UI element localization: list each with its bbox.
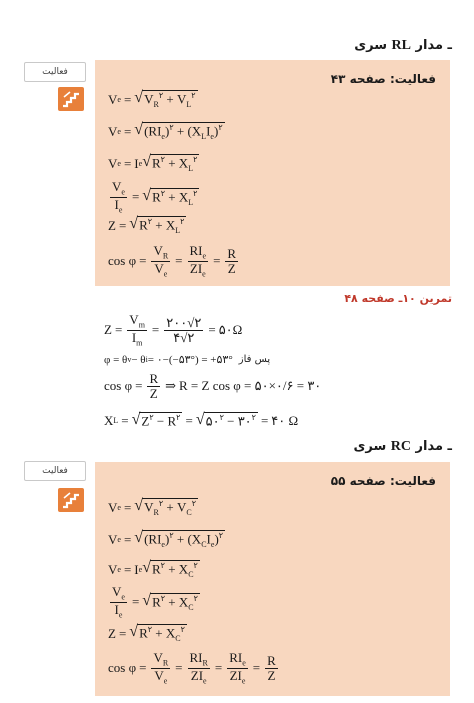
rl-equation-6: cos φ = $\frac{V_R}{V_e}$ = $\frac{RI_e}{ZI_e}$ = $\frac{R}{Z}$	[108, 243, 237, 279]
exercise-line-1: Z = $\frac{V_m}{I_m}$ = $\frac{۲۰۰√۲}{۴√۲}$ = ۵۰Ω	[104, 312, 243, 348]
activity-title-rc: فعالیت: صفحه ۵۵	[330, 474, 436, 488]
exercise-line-2: φ = θ v − θ i = ۰−(−۵۳°) = +۵۳° پس فاز	[104, 353, 271, 366]
rl-equation-2: V e = √ $(RI_e)^۲ + (X_LI_e)^۲$	[108, 121, 223, 141]
stairs-icon	[58, 87, 84, 111]
stairs-icon-2	[58, 488, 84, 512]
activity-tab-label-2: فعالیت	[24, 461, 86, 481]
activity-title-rl: فعالیت: صفحه ۴۳	[330, 72, 436, 86]
rl-equation-5: Z = √ $R^۲ + X_L^۲$	[108, 215, 185, 235]
section-heading-rl: ـ مدار RL سری	[354, 38, 452, 53]
section-heading-rc: ـ مدار RC سری	[353, 439, 452, 454]
exercise-title: تمرین ۱۰ـ صفحه ۴۸	[344, 292, 452, 305]
rc-equation-3: V e = I e √ $R^۲ + X_C^۲$	[108, 559, 198, 579]
exercise-line-4: X L = √ $Z^۲ - R^۲$ = √ $۵۰^۲$ − $۳۰^۲$ = ۴۰ Ω	[104, 411, 299, 429]
rc-equation-6: cos φ = $\frac{V_R}{V_e}$ = $\frac{RI_R}{ZI_e}$ = $\frac{RI_e}{ZI_e}$ = $\frac{R}{Z}$	[108, 650, 276, 686]
rl-equation-3: V e = I e √ $R^۲ + X_L^۲$	[108, 153, 198, 173]
exercise-line-3: cos φ = $\frac{R}{Z}$ ⇒ R = Z cos φ = ۵۰×۰/۶ = ۳۰	[104, 371, 322, 401]
rc-equation-1: V e = √ $V_R^۲ + V_C^۲$	[108, 497, 196, 517]
rc-equation-4: $\frac{V_e}{I_e}$ = √ $R^۲ + X_C^۲$	[112, 584, 198, 620]
rc-equation-2: V e = √ $(RI_e)^۲ + (X_CI_e)^۲$	[108, 529, 224, 549]
activity-tab-label: فعالیت	[24, 62, 86, 82]
rl-equation-4: $\frac{V_e}{I_e}$ = √ $R^۲ + X_L^۲$	[112, 179, 198, 215]
rl-equation-1: V e = √ $V_R^۲ + V_L^۲$	[108, 89, 196, 109]
rc-equation-5: Z = √ $R^۲ + X_C^۲$	[108, 623, 185, 643]
